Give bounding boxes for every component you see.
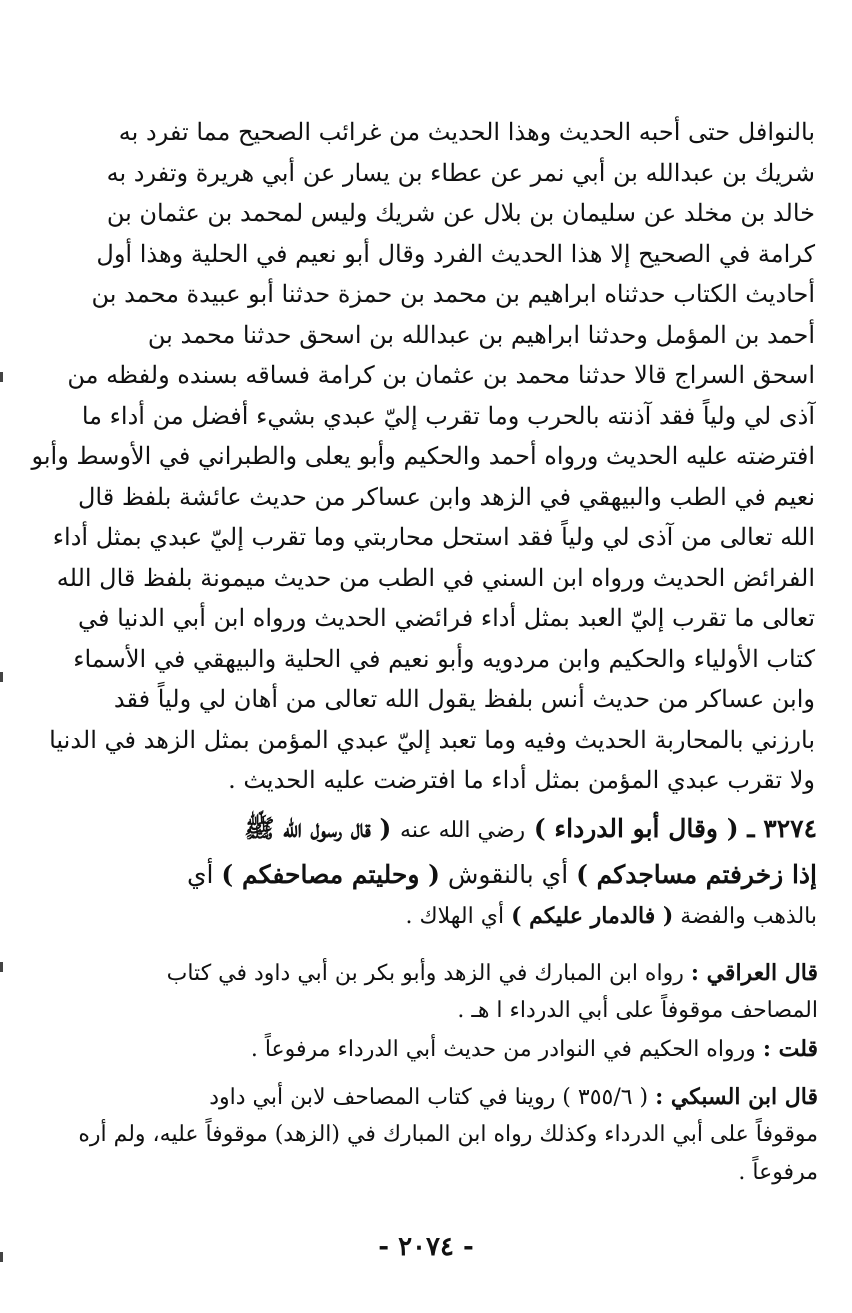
- comment-text: رواه ابن المبارك في الزهد وأبو بكر بن أبي داود في كتاب: [166, 961, 684, 986]
- commentary-paragraph: [31, 112, 815, 801]
- scan-edge-mark: [0, 1252, 3, 1262]
- hadith-gloss: أي الهلاك .: [405, 904, 505, 929]
- hadith-text: ( فالدمار عليكم ): [511, 903, 674, 929]
- hadith-gloss: بالذهب والفضة: [680, 904, 817, 929]
- text-line: بارزني بالمحاربة الحديث وفيه وما تعبد إليّ عبدي المؤمن بمثل الزهد في الدنيا: [49, 725, 815, 754]
- text-line: نعيم في الطب والبيهقي في الزهد وابن عساكر من حديث عائشة بلفظ قال: [77, 482, 815, 511]
- hadith-line: [105, 898, 817, 934]
- text-line: بالنوافل حتى أحبه الحديث وهذا الحديث من غرائب الصحيح مما تفرد به: [118, 118, 815, 146]
- comment-text: ( ٣٥٥/٦ ) روينا في كتاب المصاحف لابن أبي داود: [209, 1085, 649, 1110]
- hadith-text: إذا زخرفتم مساجدكم ): [576, 860, 817, 889]
- text-line: خالد بن مخلد عن سليمان بن بلال عن شريك وليس لمحمد بن عثمان بن: [106, 199, 815, 227]
- text-line: أحاديث الكتاب حدثناه ابراهيم بن محمد بن حمزة حدثنا أبو عبيدة محمد بن: [91, 280, 815, 308]
- scan-edge-mark: [0, 962, 3, 972]
- text-line: أحمد بن المؤمل وحدثنا ابراهيم بن عبدالله بن اسحق حدثنا محمد بن: [147, 320, 815, 349]
- text-line: كرامة في الصحيح إلا هذا الحديث الفرد وقال أبو نعيم في الحلية وهذا أول: [96, 239, 815, 268]
- comment-line: مرفوعاً .: [738, 1160, 818, 1185]
- text-line: الفرائض الحديث ورواه ابن السني في الطب من حديث ميمونة بلفظ قال الله: [56, 563, 815, 592]
- comment-line: [110, 954, 818, 992]
- hadith-entry: [105, 806, 817, 934]
- spacer: [110, 1068, 818, 1078]
- text-line: ولا تقرب عبدي المؤمن بمثل أداء ما افترضت عليه الحديث .: [228, 766, 815, 794]
- comment-text: ورواه الحكيم في النوادر من حديث أبي الدرداء مرفوعاً .: [250, 1037, 756, 1062]
- comment-line: موقوفاً على أبي الدرداء وكذلك رواه ابن المبارك في (الزهد) موقوفاً عليه، ولم أره: [78, 1122, 818, 1147]
- text-line: آذى لي ولياً فقد آذنته بالحرب وما تقرب إليّ عبدي بشيء أفضل من أداء ما: [81, 401, 815, 430]
- text-line: كتاب الأولياء والحكيم وابن مردويه وأبو نعيم في الحلية والبيهقي في الأسماء: [73, 644, 815, 673]
- comment-label: قال العراقي :: [690, 960, 818, 986]
- hadith-line: [105, 852, 817, 898]
- text-line: تعالى ما تقرب إليّ العبد بمثل أداء فرائضي الحديث ورواه ابن أبي الدنيا في: [77, 604, 815, 632]
- comment-label: قلت :: [762, 1036, 818, 1062]
- hadith-number: ٣٢٧٤ ـ: [747, 814, 817, 843]
- hadith-narrator: ( وقال أبو الدرداء ): [533, 814, 739, 843]
- text-line: اسحق السراج قالا حدثنا محمد بن عثمان بن كرامة فساقه بسنده ولفظه من: [67, 361, 815, 389]
- text-line: وابن عساكر من حديث أنس بلفظ يقول الله تعالى من أهان لي ولياً فقد: [113, 685, 815, 713]
- hadith-gloss: أي بالنقوش: [447, 860, 569, 889]
- comment-label: قال ابن السبكي :: [655, 1084, 818, 1110]
- page-number: - ٢٠٧٤ -: [378, 1232, 474, 1262]
- hadith-gloss: أي: [186, 860, 214, 889]
- text-line: شريك بن عبدالله بن أبي نمر عن عطاء بن يسار عن أبي هريرة وتفرد به: [106, 158, 815, 187]
- hadith-blessing: رضي الله عنه: [400, 818, 526, 843]
- text-line: الله تعالى من آذى لي ولياً فقد استحل محاربتي وما تقرب إليّ عبدي بمثل أداء: [52, 523, 815, 551]
- comment-line: [110, 1078, 818, 1116]
- hadith-quote-start: ( قال رسول الله ﷺ: [244, 814, 392, 843]
- scan-edge-mark: [0, 372, 3, 382]
- comment-line: [110, 1030, 818, 1068]
- hadith-text: ( وحليتم مصاحفكم ): [221, 860, 440, 889]
- text-line: افترضته عليه الحديث ورواه أحمد والحكيم وأبو يعلى والطبراني في الأوسط وأبو: [31, 442, 815, 470]
- scan-edge-mark: [0, 672, 3, 682]
- hadith-line: [105, 806, 817, 852]
- scholar-comments: [78, 954, 818, 1192]
- comment-line: المصاحف موقوفاً على أبي الدرداء ا هـ .: [457, 998, 818, 1023]
